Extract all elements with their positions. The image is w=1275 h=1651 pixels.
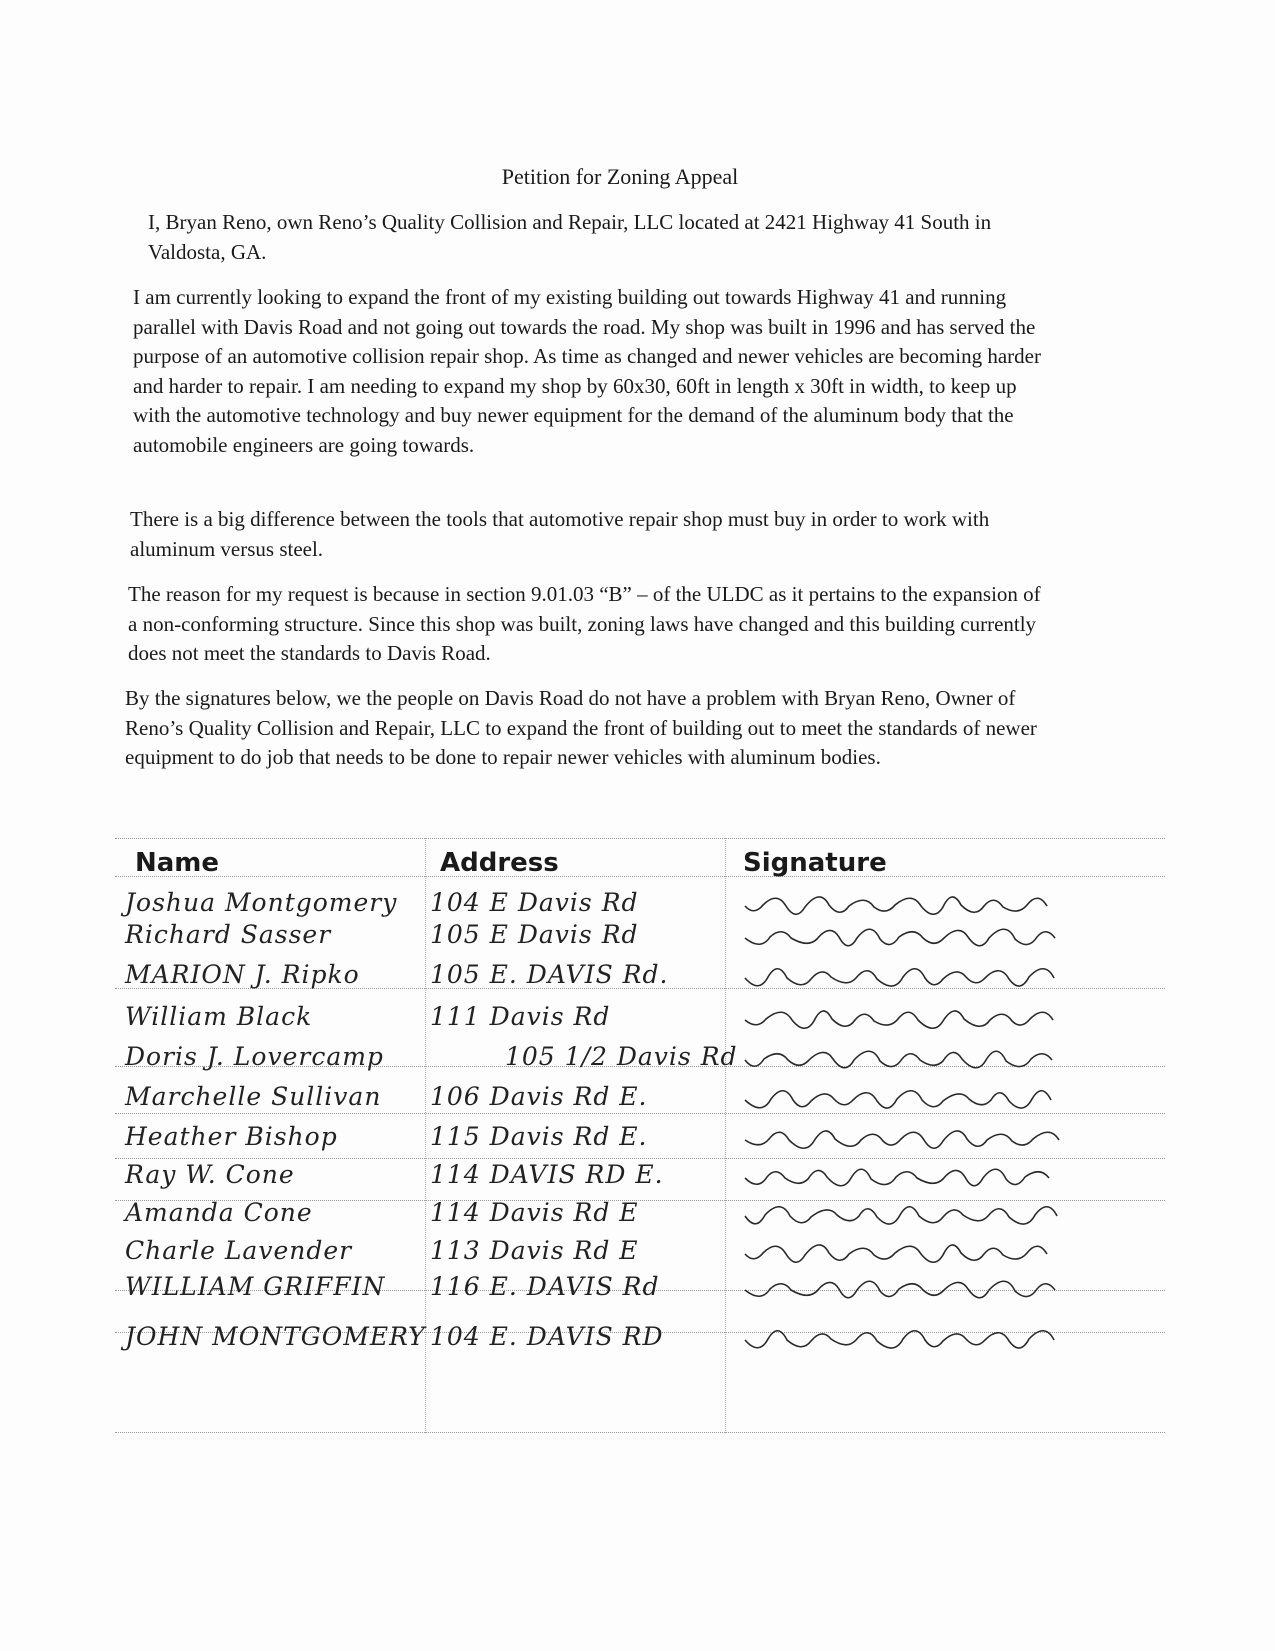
row-name: Marchelle Sullivan	[125, 1082, 382, 1111]
signature-mark	[745, 1331, 1054, 1348]
signature-mark	[745, 1131, 1059, 1148]
signature-mark	[745, 1281, 1055, 1298]
row-address: 104 E. DAVIS RD	[430, 1322, 664, 1351]
row-name: JOHN MONTGOMERY	[125, 1322, 426, 1351]
row-address: 116 E. DAVIS Rd	[430, 1272, 660, 1301]
row-address: 115 Davis Rd E.	[430, 1122, 648, 1151]
row-name: Ray W. Cone	[125, 1160, 295, 1189]
row-name: MARION J. Ripko	[125, 960, 360, 989]
row-name: Amanda Cone	[125, 1198, 313, 1227]
row-name: Joshua Montgomery	[125, 888, 398, 917]
row-address: 106 Davis Rd E.	[430, 1082, 648, 1111]
row-address: 104 E Davis Rd	[430, 888, 639, 917]
signature-mark	[745, 1011, 1053, 1028]
signature-mark	[745, 1169, 1049, 1186]
header-signature: Signature	[743, 848, 887, 878]
row-address: 114 DAVIS RD E.	[430, 1160, 664, 1189]
row-name: William Black	[125, 1002, 313, 1031]
row-name: Doris J. Lovercamp	[125, 1042, 384, 1071]
signature-mark	[745, 1091, 1051, 1108]
row-address: 105 E Davis Rd	[430, 920, 639, 949]
paragraph-intro: I, Bryan Reno, own Reno’s Quality Collision and Repair, LLC located at 2421 Highway 41 South in Valdosta, GA.	[148, 210, 992, 264]
row-address: 105 E. DAVIS Rd.	[430, 960, 669, 989]
paragraph-reason: The reason for my request is because in section 9.01.03 “B” – of the ULDC as it pertains to the expansion of a non-conforming structure. Since this shop was built, zoning laws have changed and this building currently does not meet the standards to Davis Road.	[128, 582, 1041, 665]
row-name: Heather Bishop	[125, 1122, 338, 1151]
signature-mark	[745, 929, 1055, 946]
signature-mark	[745, 897, 1047, 914]
signature-mark	[745, 1207, 1057, 1224]
signature-mark	[745, 1245, 1047, 1262]
row-name: Charle Lavender	[125, 1236, 353, 1265]
row-address: 105 1/2 Davis Rd	[505, 1042, 738, 1071]
row-name: WILLIAM GRIFFIN	[125, 1272, 386, 1301]
signature-mark	[745, 969, 1054, 986]
paragraph-tools: There is a big difference between the tools that automotive repair shop must buy in order to work with aluminum versus steel.	[130, 507, 990, 561]
row-name: Richard Sasser	[125, 920, 332, 949]
row-address: 114 Davis Rd E	[430, 1198, 639, 1227]
paragraph-expansion: I am currently looking to expand the front of my existing building out towards Highway 41 and running parallel with Davis Road and not going out towards the road. My shop was built in 1996 and has served the purpose of an automotive collision repair shop. As time as changed and newer vehicles are becoming harder and harder to repair. I am needing to expand my shop by 60x30, 60ft in length x 30ft in width, to keep up with the automotive technology and buy newer equipment for the demand of the aluminum body that the automobile engineers are going towards.	[133, 285, 1041, 457]
paragraph-signatures: By the signatures below, we the people on Davis Road do not have a problem with Bryan Reno, Owner of Reno’s Quality Collision and Repair, LLC to expand the front of building out to meet the standards of newer equipment to do job that needs to be done to repair newer vehicles with aluminum bodies.	[125, 686, 1037, 769]
header-name: Name	[135, 848, 220, 878]
row-address: 111 Davis Rd	[430, 1002, 611, 1031]
signature-mark	[745, 1051, 1052, 1068]
header-address: Address	[440, 848, 559, 878]
row-address: 113 Davis Rd E	[430, 1236, 639, 1265]
document-title: Petition for Zoning Appeal	[501, 164, 739, 189]
